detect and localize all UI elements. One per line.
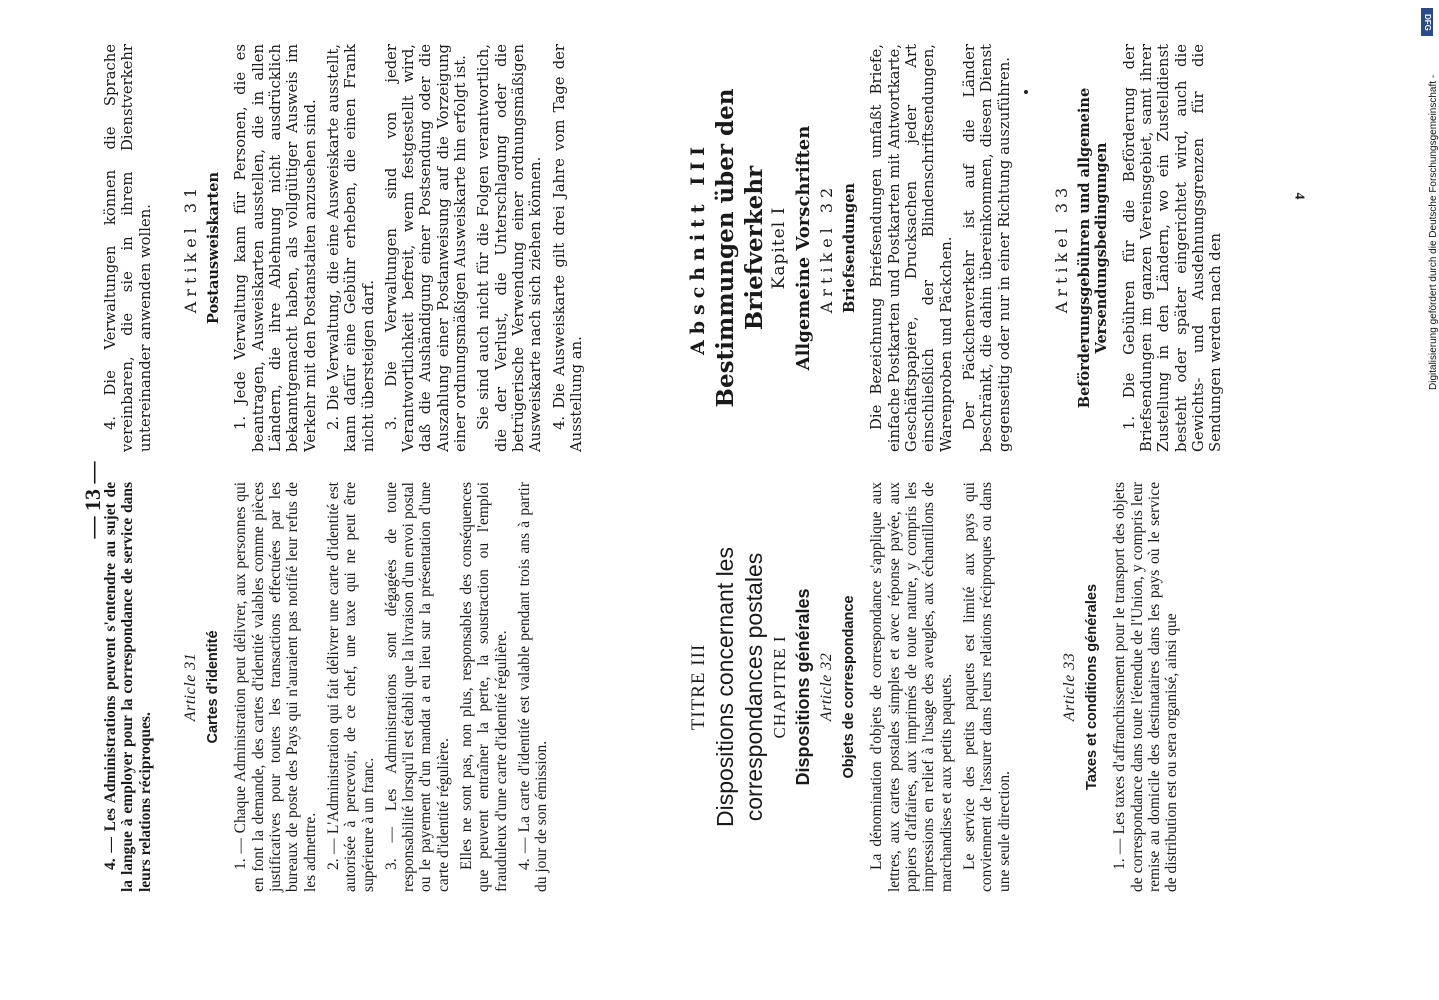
fr-article-31-subtitle: Cartes d'identité (205, 630, 222, 744)
print-mark (1024, 90, 1028, 94)
german-column-2 (668, 44, 1231, 452)
de-art31-paragraph-2: 2. Die Verwaltung, die eine Ausweiskarte ausstellt, kann dafür eine Gebühr erheben, die einen Frank nicht übersteigen darf. (324, 44, 377, 452)
digitization-credit: Digitalisierung gefördert durch die Deutsche Forschungsgemeinschaft - (1428, 74, 1439, 390)
de-art32-paragraph-2: Der Päckchenverkehr ist auf die Länder beschränkt, die dahin übereinkommen, diesen Dienst gegenseitig oder nur in einer Richtung auszuführen. (960, 44, 1013, 452)
de-art31-paragraph-4: 4. Die Ausweiskarte gilt drei Jahre vom Tage der Ausstellung an. (550, 44, 585, 452)
fr-titre: TITRE III (688, 643, 709, 731)
de-chapitre: Kapitel I (769, 206, 790, 290)
fr-chapter-title: Dispositions générales (792, 588, 813, 786)
fr-art33-paragraph-1: 1. — Les taxes d'affranchissement pour le transport des objets de correspondance dans toute l'étendue de l'Union, y compris leur remise au domicile des destinataires dans les pays où le service de distribution est ou sera organisé, ainsi que (1111, 482, 1181, 892)
fr-art31-paragraph-2: 2. — L'Administration qui fait délivrer une carte d'identité est autorisée à percevoir, de ce chef, une taxe qui ne peut être supérieure à un franc. (324, 482, 377, 892)
dfg-logo-icon: DFG (1421, 8, 1433, 36)
fr-article-32-title: Article 32 (817, 652, 835, 722)
fr-intro-paragraph: 4. — Les Administrations peuvent s'entendre au sujet de la langue à employer pour la correspondance de service dans leurs relations réciproques. (102, 482, 154, 892)
de-intro-paragraph: 4. Die Verwaltungen können die Sprache vereinbaren, die sie in ihrem Dienstverkehr untereinander anwenden wollen. (102, 44, 154, 452)
de-article-32-title: Artikel 32 (816, 182, 836, 314)
fr-article-33-subtitle: Taxes et conditions générales (1084, 583, 1101, 791)
fr-art31-paragraph-1: 1. — Chaque Administration peut délivrer, aux personnes qui en font la demande, des cartes d'identité valables comme pièces justificatives pour toutes les transactions effectuées par les bureaux de poste des Pays qui n'auraient pas notifié leur refus de les admettre. (232, 482, 319, 892)
french-column-2 (668, 482, 1187, 892)
de-art31-paragraph-1: 1. Jede Verwaltung kann für Personen, die es beantragen, Ausweiskarten ausstellen, die in allen Ländern, die ihre Ablehnung nicht ausdrücklich bekanntgemacht haben, als vollgültiger Ausweis im Verkehr mit den Postanstalten anzusehen sind. (232, 44, 319, 452)
de-article-33-subtitle: Beförderungsgebühren und allgemeine Versendungsbedingungen (1076, 87, 1111, 409)
french-column (102, 482, 557, 892)
de-titre: Abschnitt III (687, 141, 709, 355)
fr-art32-paragraph-2: Le service des petits paquets est limité aux pays qui conviennent de l'assurer dans leurs relations réciproques ou dans une seule direction. (960, 482, 1013, 892)
de-titre-heading: Bestimmungen über den Briefverkehr (712, 88, 769, 408)
fr-titre-heading: Dispositions concernant les correspondances postales (712, 547, 768, 827)
de-art31-paragraph-3b: Sie sind auch nicht für die Folgen verantwortlich, die der Verlust, die Unterschlagung oder die betrügerische Verwendung einer ordnungsmäßigen Ausweiskarte nach sich ziehen können. (475, 44, 545, 452)
de-article-31-subtitle: Postausweiskarten (205, 171, 223, 325)
de-article-31-title: Artikel 31 (180, 182, 200, 314)
fr-art31-paragraph-3: 3. — Les Administrations sont dégagées de toute responsabilité lorsqu'il est établi que la livraison d'un envoi postal ou le payement d'un mandat a eu lieu sur la présentation d'une carte d'identité régulière. (382, 482, 452, 892)
fr-article-33-title: Article 33 (1060, 652, 1078, 722)
de-art31-paragraph-3: 3. Die Verwaltungen sind von jeder Verantwortlichkeit befreit, wenn festgestellt wird, daß die Aushändigung einer Postsendung oder die Auszahlung einer Postanweisung auf die Vorzeigung einer ordnungsmäßigen Ausweiskarte hin erfolgt ist. (382, 44, 470, 452)
german-column (102, 44, 591, 452)
de-article-32-subtitle: Briefsendungen (841, 183, 859, 313)
fr-art31-paragraph-3b: Elles ne sont pas, non plus, responsables des conséquences que peuvent entraîner la perte, la soustraction ou l'emploi frauduleux d'une carte d'identité régulière. (458, 482, 510, 892)
fr-art32-paragraph-1: La dénomination d'objets de correspondance s'applique aux lettres, aux cartes postales simples et avec réponse payée, aux papiers d'affaires, aux imprimés de toute nature, y compris les impressions en relief à l'usage des aveugles, aux échantillons de marchandises et aux petits paquets. (868, 482, 955, 892)
de-art32-paragraph-1: Die Bezeichnung Briefsendungen umfaßt Briefe, einfache Postkarten und Postkarten mit Antwortkarte, Geschäftspapiere, Drucksachen jeder Art einschließlich der Blindenschriftsendungen, Warenproben und Päckchen. (868, 44, 955, 452)
page-number: — 13 — (80, 461, 105, 539)
fr-chapitre: CHAPITRE I (770, 635, 790, 739)
sheet-number: 4 (1291, 192, 1307, 200)
de-art33-paragraph-1: 1. Die Gebühren für die Beförderung der Briefsendungen im ganzen Vereinsgebiet, samt ihrer Zustellung in den Ländern, wo ein Zustelldienst besteht oder später eingerichtet wird, auch die Gewichts- und Ausdehnungsgrenzen für die Sendungen werden nach den (1120, 44, 1225, 452)
fr-art31-paragraph-4: 4. — La carte d'identité est valable pendant trois ans à partir du jour de son émission. (515, 482, 551, 892)
de-article-33-title: Artikel 33 (1051, 182, 1071, 314)
fr-article-31-title: Article 31 (181, 652, 199, 722)
de-chapter-title: Allgemeine Vorschriften (792, 125, 814, 371)
fr-article-32-subtitle: Objets de correspondance (841, 595, 858, 779)
